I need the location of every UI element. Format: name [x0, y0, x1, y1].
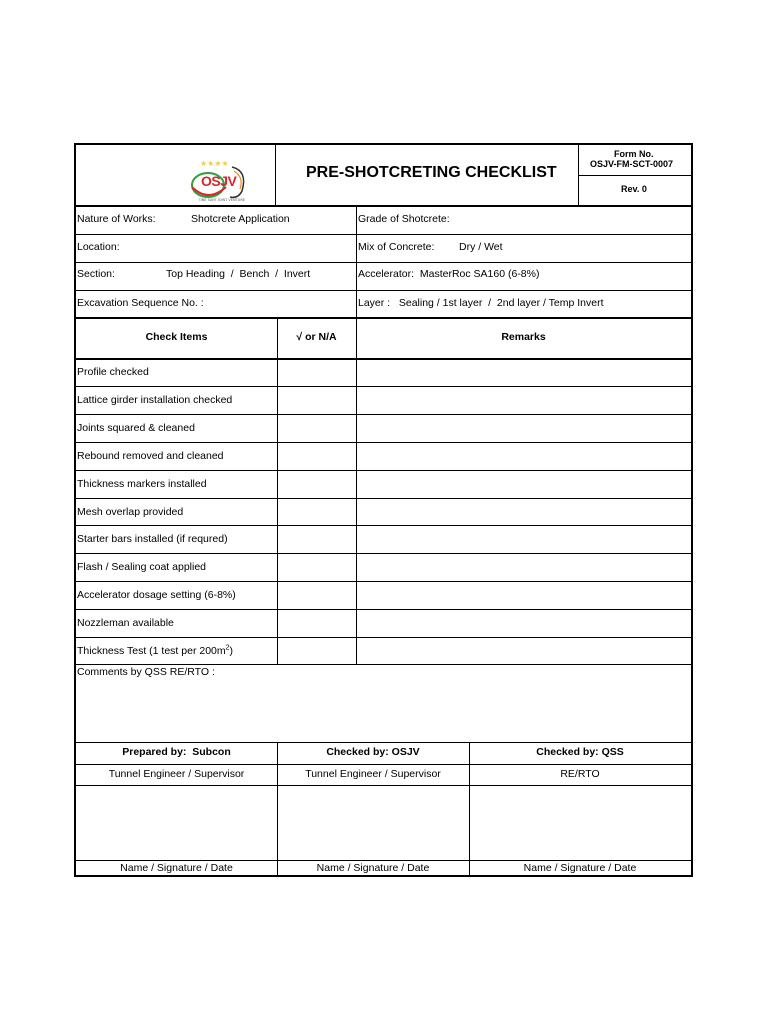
check-item: Rebound removed and cleaned: [77, 449, 224, 462]
form-no: OSJV-FM-SCT-0007: [590, 159, 674, 169]
layer-field: Layer : Sealing / 1st layer / 2nd layer / Temp Invert: [358, 297, 604, 309]
section-value: Top Heading / Bench / Invert: [166, 268, 311, 280]
check-item: Accelerator dosage setting (6-8%): [77, 589, 236, 602]
check-item: Joints squared & cleaned: [77, 421, 195, 434]
check-item-last: Thickness Test (1 test per $200m^2$): [77, 644, 234, 657]
checklist-form: [74, 143, 693, 877]
checked-by-osjv: Checked by: OSJV: [326, 746, 420, 758]
logo: [186, 157, 256, 207]
page-title: PRE-SHOTCRETING CHECKLIST: [306, 164, 557, 181]
check-item: Mesh overlap provided: [77, 505, 184, 518]
role-qss: RE/RTO: [560, 768, 600, 780]
col-check-mark: √ or N/A: [296, 331, 337, 343]
svg-text:★★★★: ★★★★: [200, 159, 229, 168]
nature-label: Nature of Works:: [77, 213, 156, 225]
check-item: Flash / Sealing coat applied: [77, 561, 206, 574]
col-remarks: Remarks: [501, 331, 546, 343]
role-osjv: Tunnel Engineer / Supervisor: [305, 768, 441, 780]
signature-line-osjv: Name / Signature / Date: [316, 862, 430, 874]
col-check-items: Check Items: [145, 331, 208, 343]
checked-by-qss: Checked by: QSS: [536, 746, 624, 758]
logo-text: OSJV: [201, 173, 237, 189]
check-item: Starter bars installed (if requred): [77, 533, 228, 546]
role-subcon: Tunnel Engineer / Supervisor: [108, 768, 245, 780]
mix-value: Dry / Wet: [459, 241, 503, 253]
check-item: Lattice girder installation checked: [77, 393, 233, 406]
check-item: Thickness markers installed: [77, 477, 207, 490]
signature-line-qss: Name / Signature / Date: [523, 862, 637, 874]
mix-label: Mix of Concrete:: [358, 241, 435, 253]
nature-value: Shotcrete Application: [191, 213, 290, 225]
svg-text:ONE SAFE JOINT VENTURE: ONE SAFE JOINT VENTURE: [199, 198, 245, 202]
revision: Rev. 0: [621, 184, 647, 194]
signature-line-subcon: Name / Signature / Date: [120, 862, 233, 874]
form-no-label: Form No.: [614, 149, 654, 159]
accelerator-field: Accelerator: MasterRoc SA160 (6-8%): [358, 268, 540, 280]
location-label: Location:: [77, 241, 120, 253]
check-item: Nozzleman available: [77, 617, 174, 630]
excavation-field: Excavation Sequence No. :: [77, 297, 204, 309]
prepared-by: Prepared by: Subcon: [122, 746, 231, 758]
comments-label: Comments by QSS RE/RTO :: [77, 666, 215, 678]
grade-label: Grade of Shotcrete:: [358, 213, 450, 225]
check-item: Profile checked: [77, 366, 149, 378]
section-label: Section:: [77, 268, 115, 280]
